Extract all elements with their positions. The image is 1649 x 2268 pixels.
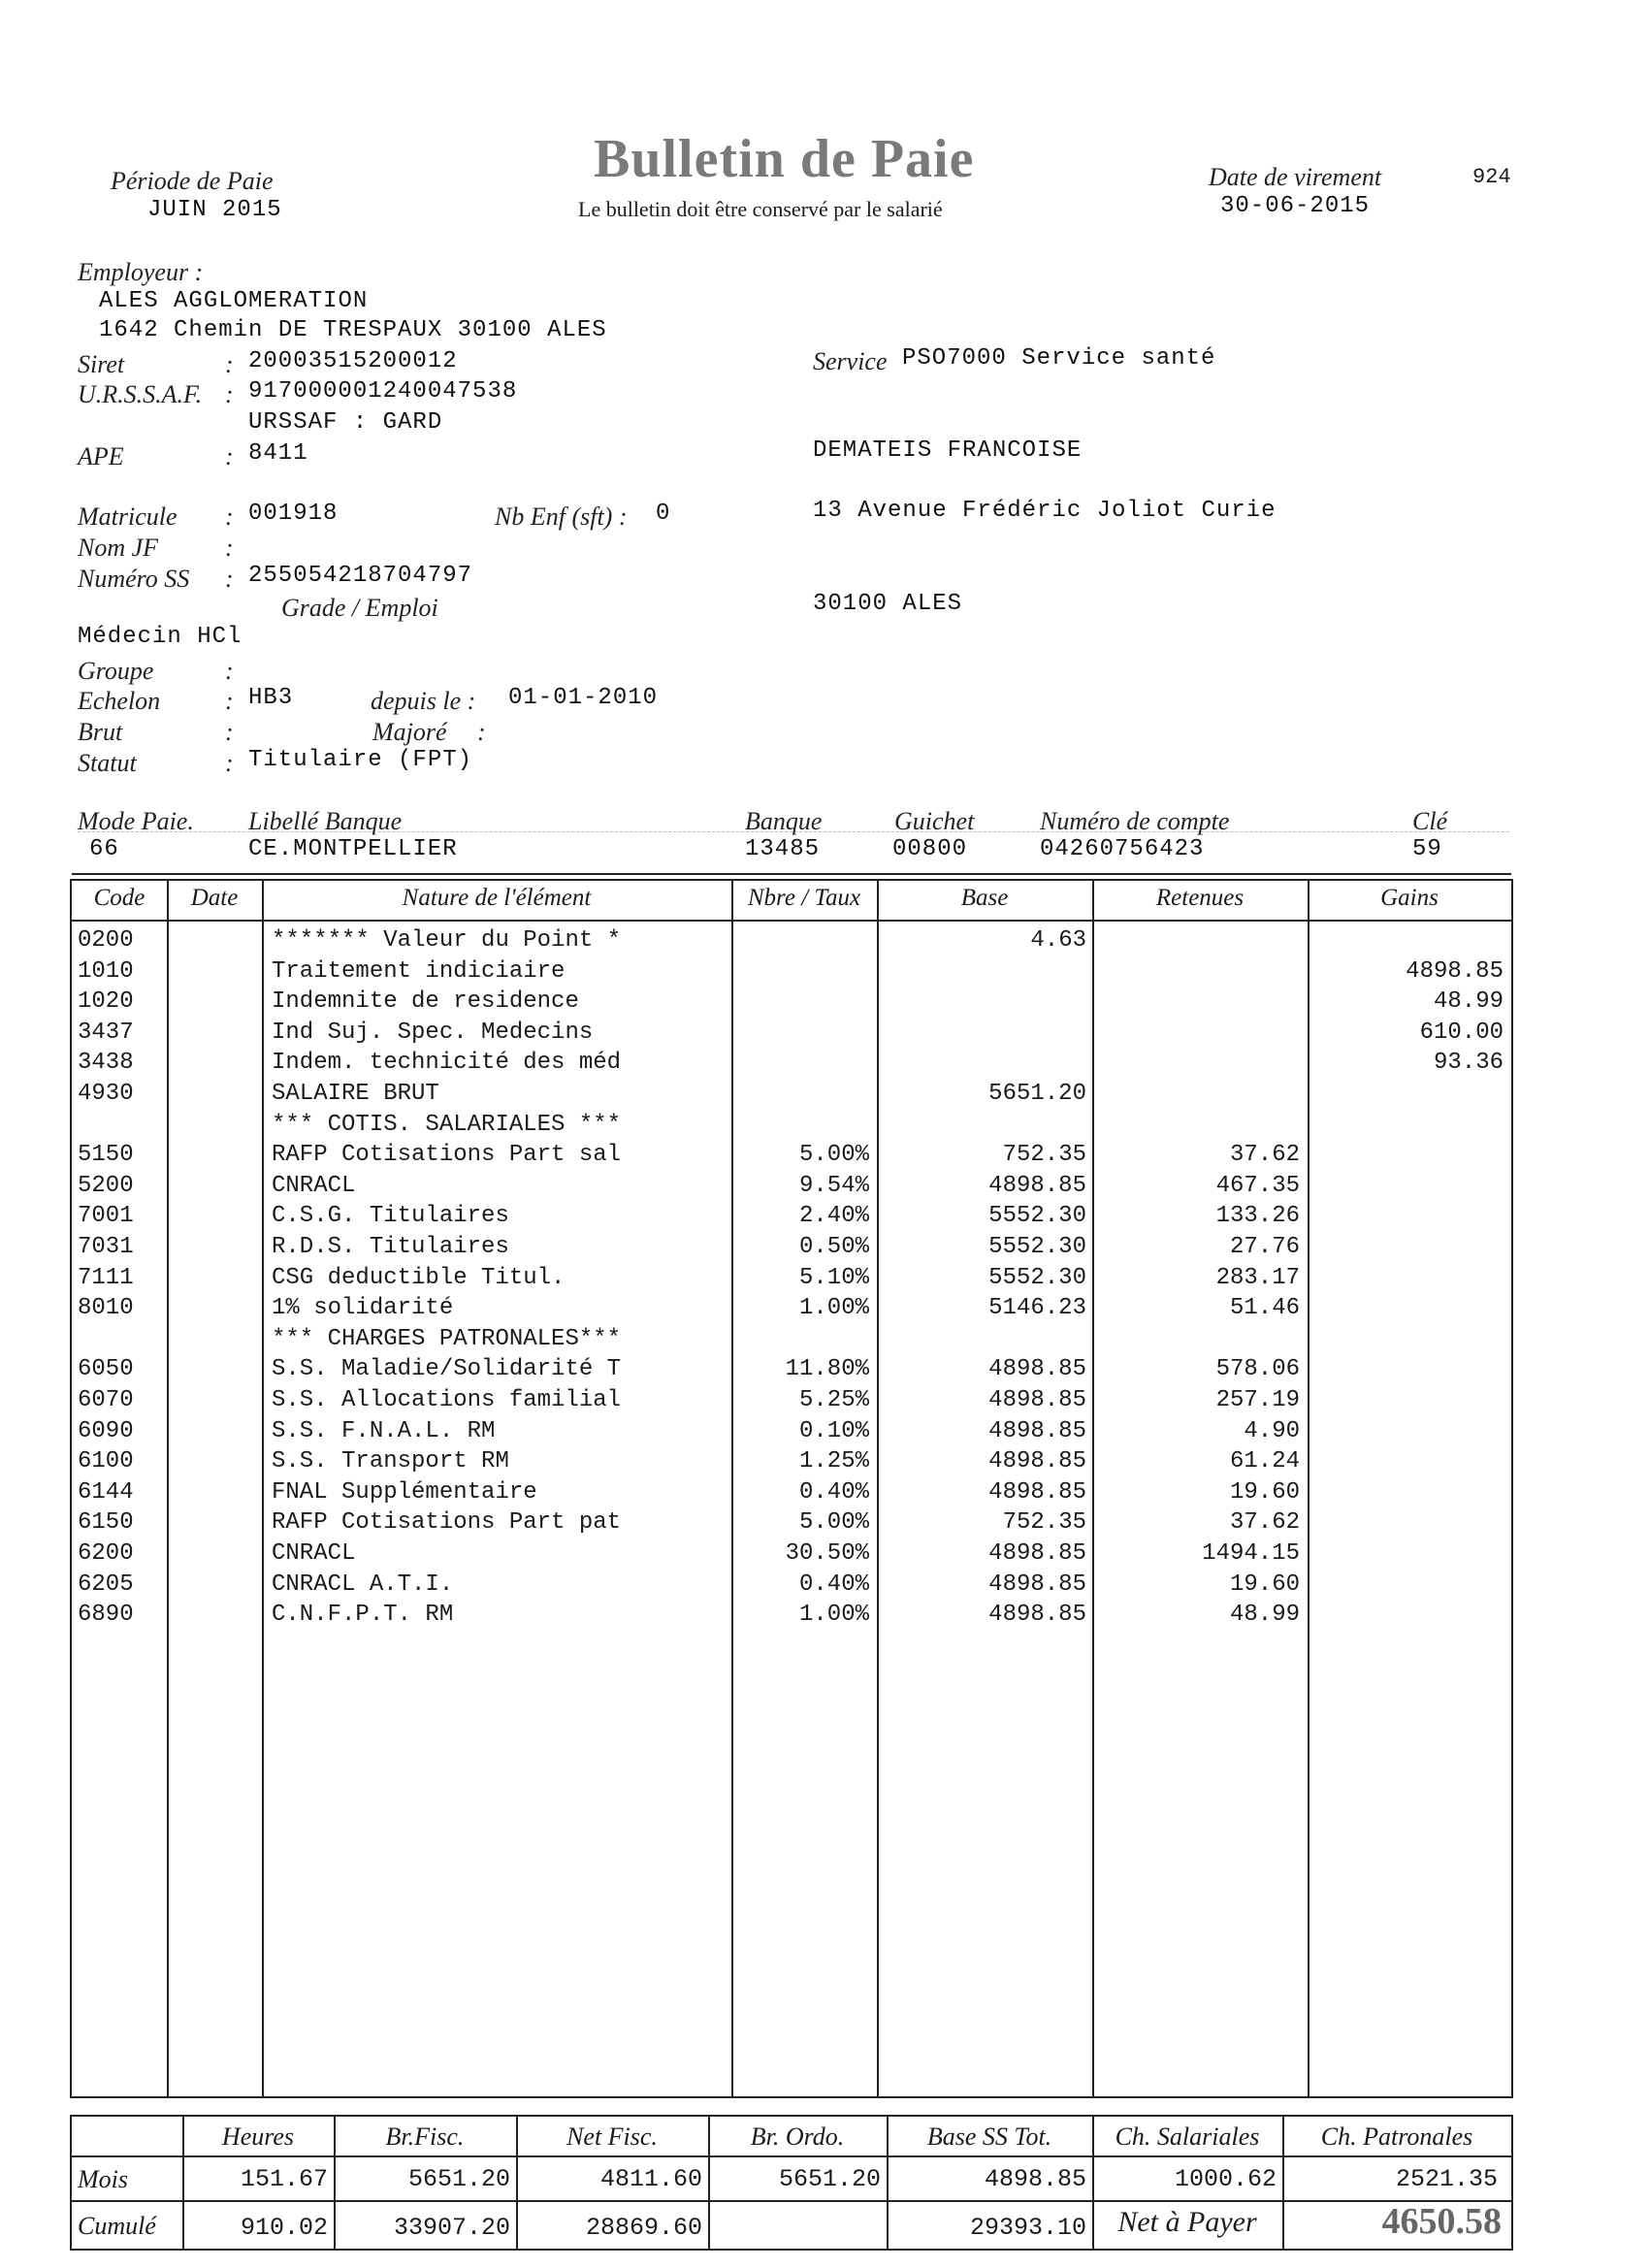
cell-nature: RAFP Cotisations Part pat xyxy=(272,1509,622,1537)
cell-code: 1010 xyxy=(78,957,134,985)
cell-taux: 0.40% xyxy=(798,1478,869,1506)
cell-base: 4.63 xyxy=(1030,927,1086,954)
totals-header-brordo: Br. Ordo. xyxy=(750,2122,845,2151)
cell-nature: CNRACL xyxy=(272,1540,356,1567)
table-row xyxy=(72,925,1511,956)
cell-retenues: 283.17 xyxy=(1215,1264,1300,1291)
totals-cumule-value: 33907.20 xyxy=(393,2214,510,2242)
cell-nature: S.S. Transport RM xyxy=(272,1448,509,1475)
cell-code: 5150 xyxy=(78,1142,134,1169)
cell-nature: CNRACL A.T.I. xyxy=(272,1571,454,1598)
cell-code: 5200 xyxy=(78,1172,134,1199)
totals-cumule-label: Cumulé xyxy=(78,2212,156,2240)
table-row xyxy=(72,1539,1511,1570)
cell-code: 6100 xyxy=(78,1448,134,1475)
totals-header-netfisc: Net Fisc. xyxy=(566,2122,658,2151)
compte-label: Numéro de compte xyxy=(1040,807,1230,835)
cell-code: 8010 xyxy=(78,1295,134,1322)
table-row xyxy=(72,1232,1511,1263)
cell-taux: 0.40% xyxy=(798,1571,869,1598)
cell-code: 6890 xyxy=(78,1602,134,1629)
cell-nature: RAFP Cotisations Part sal xyxy=(272,1142,622,1169)
cell-nature: Indemnite de residence xyxy=(272,988,579,1016)
cell-nature: Indem. technicité des méd xyxy=(272,1050,622,1077)
page-subtitle: Le bulletin doit être conservé par le salarié xyxy=(578,197,943,221)
nbenf-label: Nb Enf (sft) : xyxy=(495,502,628,531)
cell-taux: 5.25% xyxy=(798,1387,869,1413)
nomjf-label: Nom JF xyxy=(78,534,159,562)
cell-base: 4898.85 xyxy=(988,1478,1086,1506)
table-row xyxy=(72,1110,1511,1141)
cell-nature: Traitement indiciaire xyxy=(272,957,566,985)
groupe-label: Groupe xyxy=(78,657,154,685)
cell-base: 5552.30 xyxy=(988,1234,1086,1260)
cell-retenues: 19.60 xyxy=(1229,1478,1300,1506)
numss-value: 255054218704797 xyxy=(248,563,473,589)
cell-base: 4898.85 xyxy=(988,1602,1086,1629)
echelon-label: Echelon xyxy=(78,687,161,715)
document-ref: 924 xyxy=(1472,165,1511,189)
totals-header-brfisc: Br.Fisc. xyxy=(385,2122,465,2151)
cell-gains: 93.36 xyxy=(1433,1050,1504,1077)
cell-taux: 0.50% xyxy=(798,1234,869,1260)
totals-mois-value: 1000.62 xyxy=(1174,2165,1277,2193)
cell-base: 5651.20 xyxy=(988,1081,1086,1107)
cell-base: 4898.85 xyxy=(988,1571,1086,1598)
cle-label: Clé xyxy=(1412,807,1448,835)
col-header-retenues: Retenues xyxy=(1155,885,1245,911)
cell-nature: S.S. Maladie/Solidarité T xyxy=(272,1356,622,1383)
totals-header-basess: Base SS Tot. xyxy=(926,2122,1052,2151)
cell-nature: SALAIRE BRUT xyxy=(272,1081,439,1107)
cell-taux: 5.00% xyxy=(798,1142,869,1169)
table-row xyxy=(72,1507,1511,1539)
cell-taux: 1.25% xyxy=(798,1448,869,1475)
employee-address-line1: 13 Avenue Frédéric Joliot Curie xyxy=(813,498,1277,524)
totals-header-chsal: Ch. Salariales xyxy=(1115,2122,1260,2151)
totals-cumule-value: 29393.10 xyxy=(969,2214,1086,2242)
cell-nature: CNRACL xyxy=(272,1172,356,1199)
cell-base: 4898.85 xyxy=(988,1448,1086,1475)
statut-colon: : xyxy=(225,749,234,777)
cell-nature: C.S.G. Titulaires xyxy=(272,1203,509,1230)
employer-label: Employeur : xyxy=(78,258,204,286)
col-header-code: Code xyxy=(93,885,146,911)
col-header-date: Date xyxy=(190,885,239,911)
cell-taux: 9.54% xyxy=(798,1172,869,1199)
table-row xyxy=(72,1171,1511,1202)
cell-gains: 4898.85 xyxy=(1406,957,1504,985)
employer-address: 1642 Chemin DE TRESPAUX 30100 ALES xyxy=(99,317,607,343)
cell-code: 7001 xyxy=(78,1203,134,1230)
totals-table xyxy=(70,2115,1513,2251)
banque-label: Banque xyxy=(745,807,823,835)
cell-gains: 610.00 xyxy=(1419,1019,1504,1046)
cell-taux: 11.80% xyxy=(785,1356,869,1383)
cell-nature: FNAL Supplémentaire xyxy=(272,1478,537,1506)
cell-retenues: 19.60 xyxy=(1229,1571,1300,1598)
siret-colon: : xyxy=(225,350,234,378)
service-value: PSO7000 Service santé xyxy=(902,345,1216,372)
cell-nature: S.S. F.N.A.L. RM xyxy=(272,1417,496,1444)
cell-nature: Ind Suj. Spec. Medecins xyxy=(272,1019,594,1046)
echelon-colon: : xyxy=(225,687,234,715)
echelon-value: HB3 xyxy=(248,685,294,711)
cell-retenues: 51.46 xyxy=(1229,1295,1300,1322)
ape-value: 8411 xyxy=(248,440,308,467)
totals-mois-value: 151.67 xyxy=(240,2165,328,2193)
cell-retenues: 48.99 xyxy=(1229,1602,1300,1629)
employer-name: ALES AGGLOMERATION xyxy=(99,288,369,314)
urssaf-name: URSSAF : GARD xyxy=(248,409,443,436)
brut-label: Brut xyxy=(78,718,123,746)
cell-base: 4898.85 xyxy=(988,1387,1086,1413)
table-row xyxy=(72,1140,1511,1171)
page-title: Bulletin de Paie xyxy=(594,129,975,189)
cell-base: 4898.85 xyxy=(988,1540,1086,1567)
cell-code: 3438 xyxy=(78,1050,134,1077)
table-row xyxy=(72,1048,1511,1079)
cell-base: 5552.30 xyxy=(988,1203,1086,1230)
totals-header-heures: Heures xyxy=(221,2122,295,2151)
service-label: Service xyxy=(813,347,888,375)
cell-nature: ******* Valeur du Point * xyxy=(272,927,622,954)
matricule-value: 001918 xyxy=(248,501,339,527)
siret-value: 20003515200012 xyxy=(248,348,458,374)
col-header-gains: Gains xyxy=(1380,885,1439,911)
cell-nature: 1% solidarité xyxy=(272,1295,454,1322)
cell-taux: 30.50% xyxy=(785,1540,869,1567)
grade-value: Médecin HCl xyxy=(78,624,242,650)
cell-taux: 5.10% xyxy=(798,1264,869,1291)
cell-code: 6070 xyxy=(78,1387,134,1413)
cell-nature: R.D.S. Titulaires xyxy=(272,1234,509,1260)
ape-colon: : xyxy=(225,442,234,470)
nbenf-value: 0 xyxy=(656,501,671,527)
matricule-colon: : xyxy=(225,502,234,531)
siret-label: Siret xyxy=(78,350,125,378)
cell-code: 0200 xyxy=(78,927,134,954)
col-header-nature: Nature de l'élément xyxy=(402,885,592,911)
employee-address-line2: 30100 ALES xyxy=(813,591,963,617)
totals-mois-label: Mois xyxy=(78,2165,128,2193)
cell-code: 6200 xyxy=(78,1540,134,1567)
totals-mois-value: 5651.20 xyxy=(778,2165,881,2193)
cell-retenues: 27.76 xyxy=(1229,1234,1300,1260)
cell-code: 7031 xyxy=(78,1234,134,1260)
cell-retenues: 4.90 xyxy=(1244,1417,1300,1444)
table-row xyxy=(72,1354,1511,1385)
guichet-value: 00800 xyxy=(892,836,968,862)
cle-value: 59 xyxy=(1412,836,1442,862)
cell-nature: CSG deductible Titul. xyxy=(272,1264,566,1291)
cell-retenues: 1494.15 xyxy=(1202,1540,1300,1567)
brut-colon: : xyxy=(225,718,234,746)
cell-gains: 48.99 xyxy=(1433,988,1504,1016)
period-label: Période de Paie xyxy=(111,167,274,195)
numss-colon: : xyxy=(225,565,234,593)
cell-retenues: 578.06 xyxy=(1215,1356,1300,1383)
cell-base: 5146.23 xyxy=(988,1295,1086,1322)
cell-code: 6144 xyxy=(78,1478,134,1506)
table-row xyxy=(72,1079,1511,1110)
cell-base: 4898.85 xyxy=(988,1172,1086,1199)
totals-cumule-value: 910.02 xyxy=(240,2214,328,2242)
libelle-label: Libellé Banque xyxy=(248,807,403,835)
cell-retenues: 257.19 xyxy=(1215,1387,1300,1413)
statut-label: Statut xyxy=(78,749,137,777)
table-row xyxy=(72,1477,1511,1508)
table-row xyxy=(72,1201,1511,1232)
cell-code: 1020 xyxy=(78,988,134,1016)
col-header-taux: Nbre / Taux xyxy=(747,885,861,911)
mode-label: Mode Paie. xyxy=(78,807,194,835)
table-row xyxy=(72,1416,1511,1447)
cell-retenues: 61.24 xyxy=(1229,1448,1300,1475)
totals-mois-value: 4898.85 xyxy=(984,2165,1086,2193)
cell-taux: 5.00% xyxy=(798,1509,869,1537)
table-row xyxy=(72,1570,1511,1601)
statut-value: Titulaire (FPT) xyxy=(248,747,473,773)
compte-value: 04260756423 xyxy=(1040,836,1205,862)
guichet-label: Guichet xyxy=(894,807,975,835)
cell-code: 6090 xyxy=(78,1417,134,1444)
table-row xyxy=(72,1324,1511,1355)
table-row xyxy=(72,1385,1511,1416)
ape-label: APE xyxy=(78,442,124,470)
table-row xyxy=(72,1293,1511,1324)
cell-retenues: 467.35 xyxy=(1215,1172,1300,1199)
cell-nature: C.N.F.P.T. RM xyxy=(272,1602,454,1629)
nomjf-colon: : xyxy=(225,534,234,562)
depuis-value: 01-01-2010 xyxy=(508,685,659,711)
cell-taux: 2.40% xyxy=(798,1203,869,1230)
cell-taux: 0.10% xyxy=(798,1417,869,1444)
groupe-colon: : xyxy=(225,657,234,685)
cell-code: 6050 xyxy=(78,1356,134,1383)
payslip-table xyxy=(70,879,1513,2098)
numss-label: Numéro SS xyxy=(78,565,190,593)
majore-colon: : xyxy=(477,718,486,746)
mode-value: 66 xyxy=(89,836,119,862)
cell-code: 4930 xyxy=(78,1081,134,1107)
col-header-base: Base xyxy=(960,885,1009,911)
period-value: JUIN 2015 xyxy=(147,197,282,223)
table-row xyxy=(72,987,1511,1018)
urssaf-label: U.R.S.S.A.F. xyxy=(78,380,203,408)
cell-nature: S.S. Allocations familial xyxy=(272,1387,622,1413)
cell-base: 5552.30 xyxy=(988,1264,1086,1291)
urssaf-colon: : xyxy=(225,380,234,408)
totals-header-chpat: Ch. Patronales xyxy=(1320,2122,1473,2151)
urssaf-value: 917000001240047538 xyxy=(248,378,518,405)
table-row xyxy=(72,1263,1511,1294)
cell-base: 752.35 xyxy=(1002,1142,1086,1169)
cell-code: 6205 xyxy=(78,1571,134,1598)
cell-nature: *** COTIS. SALARIALES *** xyxy=(272,1111,622,1138)
banque-value: 13485 xyxy=(745,836,821,862)
cell-code: 3437 xyxy=(78,1019,134,1046)
cell-nature: *** CHARGES PATRONALES*** xyxy=(272,1325,622,1352)
cell-code: 6150 xyxy=(78,1509,134,1537)
table-row xyxy=(72,1600,1511,1631)
matricule-label: Matricule xyxy=(78,502,178,531)
table-row xyxy=(72,1018,1511,1049)
libelle-value: CE.MONTPELLIER xyxy=(248,836,458,862)
totals-mois-value: 4811.60 xyxy=(599,2165,702,2193)
date-label: Date de virement xyxy=(1209,163,1382,191)
totals-mois-value: 5651.20 xyxy=(407,2165,510,2193)
majore-label: Majoré xyxy=(372,718,447,746)
depuis-label: depuis le : xyxy=(371,687,476,715)
table-row xyxy=(72,956,1511,988)
cell-retenues: 133.26 xyxy=(1215,1203,1300,1230)
grade-label: Grade / Emploi xyxy=(281,594,438,622)
net-a-payer-value: 4650.58 xyxy=(1381,2201,1502,2242)
totals-mois-value: 2521.35 xyxy=(1395,2165,1498,2193)
cell-base: 4898.85 xyxy=(988,1417,1086,1444)
cell-taux: 1.00% xyxy=(798,1295,869,1322)
cell-code: 7111 xyxy=(78,1264,134,1291)
cell-retenues: 37.62 xyxy=(1229,1509,1300,1537)
date-value: 30-06-2015 xyxy=(1220,193,1371,219)
table-row xyxy=(72,1446,1511,1477)
totals-cumule-value: 28869.60 xyxy=(585,2214,702,2242)
cell-taux: 1.00% xyxy=(798,1602,869,1629)
cell-base: 4898.85 xyxy=(988,1356,1086,1383)
net-a-payer-label: Net à Payer xyxy=(1117,2206,1257,2238)
employee-name: DEMATEIS FRANCOISE xyxy=(813,437,1083,464)
cell-base: 752.35 xyxy=(1002,1509,1086,1537)
cell-retenues: 37.62 xyxy=(1229,1142,1300,1169)
